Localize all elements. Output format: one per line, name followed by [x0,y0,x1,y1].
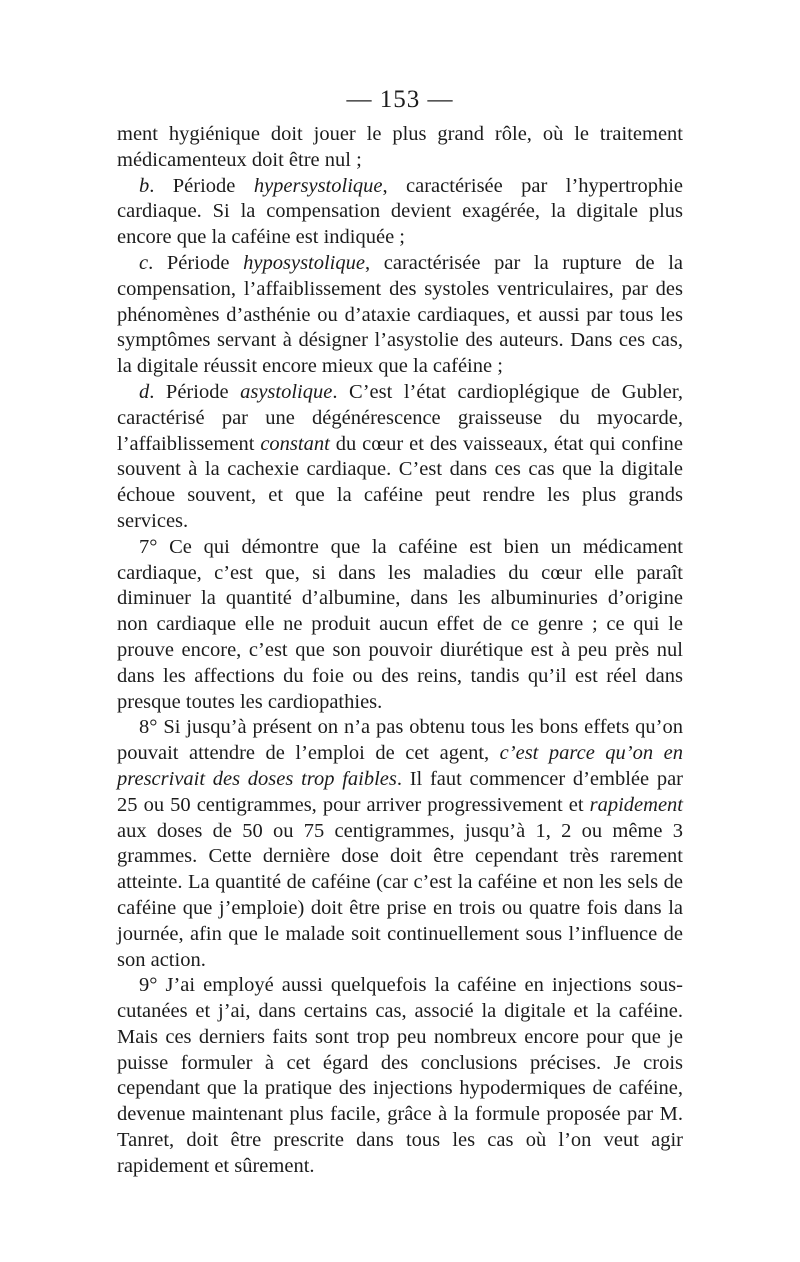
page-number: — 153 — [346,86,454,113]
document-page [117,84,683,1180]
paragraph-continuation: ment hygiénique doit jouer le plus grand rôle, où le traitement médicamenteux doit être nul ; [117,123,683,171]
paragraph-period-c: c. Période hyposystolique, caractérisée par la rupture de la compensation, l’affaiblissement des systoles ventriculaires, par des phénomènes d’asthénie ou d’ataxie cardiaques, et aussi par tous les symptômes servant à désigner l’asystolie des auteurs. Dans ces cas, la digitale réussit encore mieux que la caféine ; [117,251,683,378]
paragraph-point-9: 9° J’ai employé aussi quelquefois la caféine en injections sous-cutanées et j’ai, dans certains cas, associé la digitale et la caféine. Mais ces derniers faits sont trop peu nombreux encore pour que je puisse formuler à cet égard des conclusions précises. Je crois cependant que la pratique des injections hypodermiques de caféine, devenue maintenant plus facile, grâce à la formule proposée par M. Tanret, doit être prescrite dans tous les cas où l’on veut agir rapidement et sûrement. [117,974,683,1177]
paragraph-period-b: b. Période hypersystolique, caractérisée par l’hypertrophie cardiaque. Si la compensation devient exagérée, la digitale plus encore que la caféine est indiquée ; [117,174,684,249]
paragraph-point-8: 8° Si jusqu’à présent on n’a pas obtenu tous les bons effets qu’on pouvait attendre de l’emploi de cet agent, c’est parce qu’on en prescrivait des doses trop faibles. Il faut commencer d’emblée par 25 ou 50 centigrammes, pour arriver progressivement et rapidement aux doses de 50 ou 75 centigrammes, jusqu’à 1, 2 ou même 3 grammes. Cette dernière dose doit être cependant très rarement atteinte. La quantité de caféine (car c’est la caféine et non les sels de caféine que j’emploie) doit être prise en trois ou quatre fois dans la journée, afin que le malade soit continuellement sous l’influence de son action. [117,716,684,971]
paragraph-period-d: d. Période asystolique. C’est l’état cardioplégique de Gubler, caractérisé par une dégénérescence graisseuse du myocarde, l’affaiblissement constant du cœur et des vaisseaux, état qui confine souvent à la cachexie cardiaque. C’est dans ces cas que la digitale échoue souvent, et que la caféine peut rendre les plus grands services. [117,380,684,532]
paragraph-point-7: 7° Ce qui démontre que la caféine est bien un médicament cardiaque, c’est que, si dans les maladies du cœur elle paraît diminuer la quantité d’albumine, dans les albuminuries d’origine non cardiaque elle ne produit aucun effet de ce genre ; ce qui le prouve encore, c’est que son pouvoir diurétique est à peu près nul dans les affections du foie ou des reins, tandis qu’il est réel dans presque toutes les cardiopathies. [117,535,683,713]
